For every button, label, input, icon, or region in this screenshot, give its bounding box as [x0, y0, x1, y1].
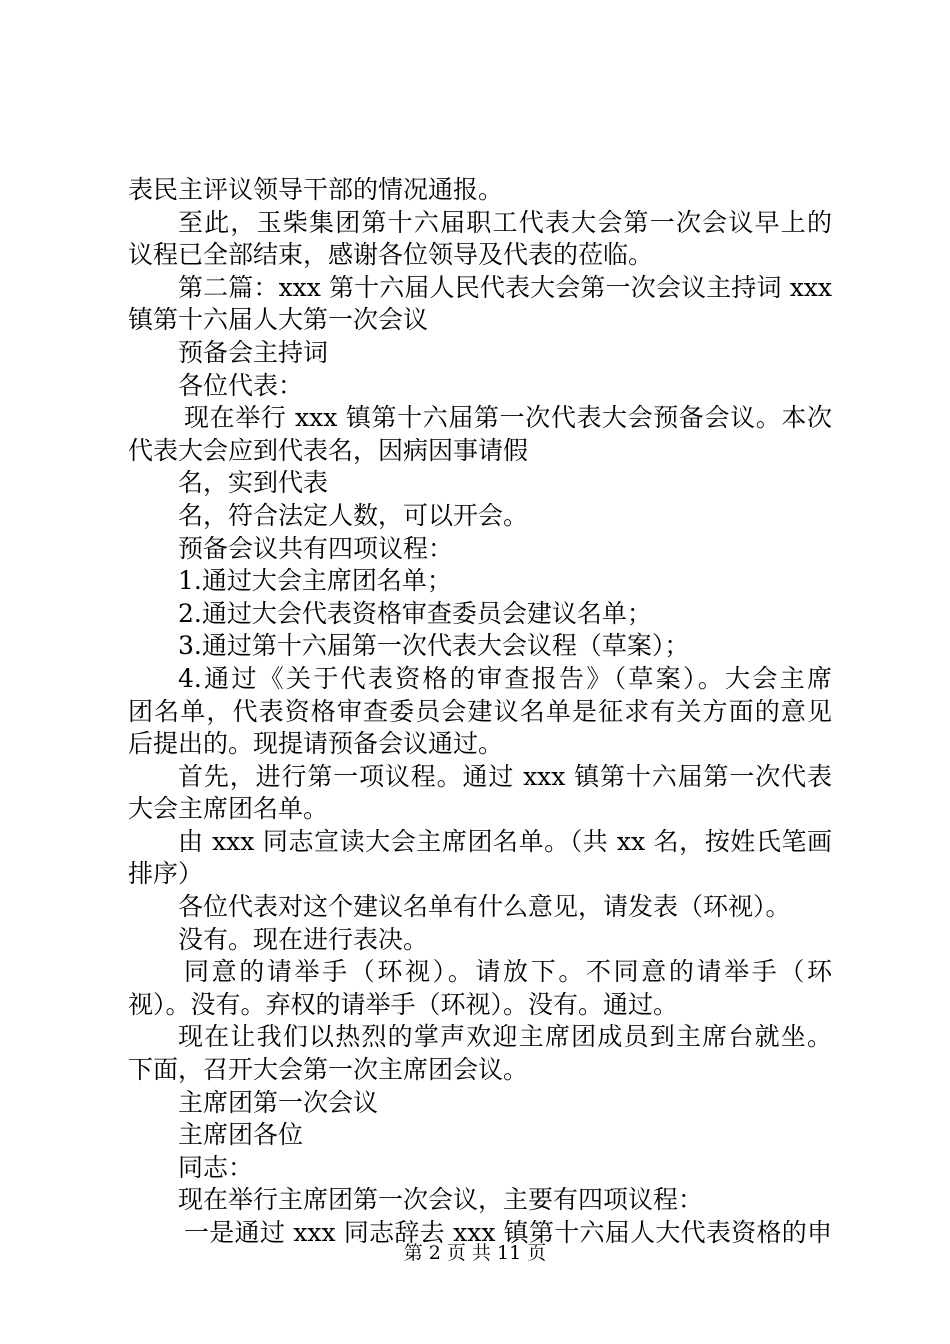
text-line: 主席团各位 [178, 1120, 304, 1150]
text-line: 现在举行 xxx 镇第十六届第一次代表大会预备会议。本次 [184, 403, 832, 433]
text-line: 同志： [178, 1152, 254, 1182]
text-line: 后提出的。现提请预备会议通过。 [128, 729, 504, 759]
page-number-label: 第 2 页 共 11 页 [403, 1242, 547, 1264]
list-item: 4.通过《关于代表资格的审查报告》（草案）。大会主席 [178, 663, 832, 693]
text-line: 镇第十六届人大第一次会议 [128, 305, 429, 335]
text-line: 首先，进行第一项议程。通过 xxx 镇第十六届第一次代表 [178, 761, 832, 791]
list-item: 3.通过第十六届第一次代表大会议程（草案）； [178, 631, 690, 661]
text-line: 名，实到代表 [178, 468, 329, 498]
text-line: 表民主评议领导干部的情况通报。 [128, 175, 504, 204]
text-line: 现在举行主席团第一次会议，主要有四项议程： [178, 1185, 704, 1215]
document-body [128, 174, 832, 1250]
text-line: 至此，玉柴集团第十六届职工代表大会第一次会议早上的 [178, 207, 832, 237]
text-line: 视）。没有。弃权的请举手（环视）。没有。通过。 [128, 989, 679, 1019]
text-line: 名，符合法定人数，可以开会。 [178, 500, 529, 530]
text-line: 下面，召开大会第一次主席团会议。 [128, 1055, 529, 1085]
text-line: 同意的请举手（环视）。请放下。不同意的请举手（环 [184, 957, 832, 987]
text-line: 排序） [128, 859, 204, 889]
text-line: 由 xxx 同志宣读大会主席团名单。（共 xx 名，按姓氏笔画 [178, 826, 832, 856]
text-line: 代表大会应到代表名，因病因事请假 [128, 435, 529, 465]
section-heading: 第二篇：xxx 第十六届人民代表大会第一次会议主持词 xxx [178, 272, 832, 302]
text-line: 各位代表： [178, 370, 304, 400]
text-line: 现在让我们以热烈的掌声欢迎主席团成员到主席台就坐。 [178, 1022, 832, 1052]
list-item: 1.通过大会主席团名单； [178, 566, 452, 596]
text-line: 各位代表对这个建议名单有什么意见，请发表（环视）。 [178, 892, 791, 922]
list-item: 2.通过大会代表资格审查委员会建议名单； [178, 598, 652, 628]
text-line: 一是通过 xxx 同志辞去 xxx 镇第十六届人大代表资格的申 [184, 1218, 832, 1247]
text-line: 议程已全部结束，感谢各位领导及代表的莅临。 [128, 240, 654, 270]
text-line: 预备会议共有四项议程： [178, 533, 454, 563]
text-line: 团名单，代表资格审查委员会建议名单是征求有关方面的意见 [128, 696, 832, 726]
page-footer [0, 1240, 950, 1266]
text-line: 预备会主持词 [178, 337, 329, 367]
text-line: 没有。现在进行表决。 [178, 924, 429, 954]
text-line: 大会主席团名单。 [128, 794, 329, 824]
text-line: 主席团第一次会议 [178, 1087, 379, 1117]
